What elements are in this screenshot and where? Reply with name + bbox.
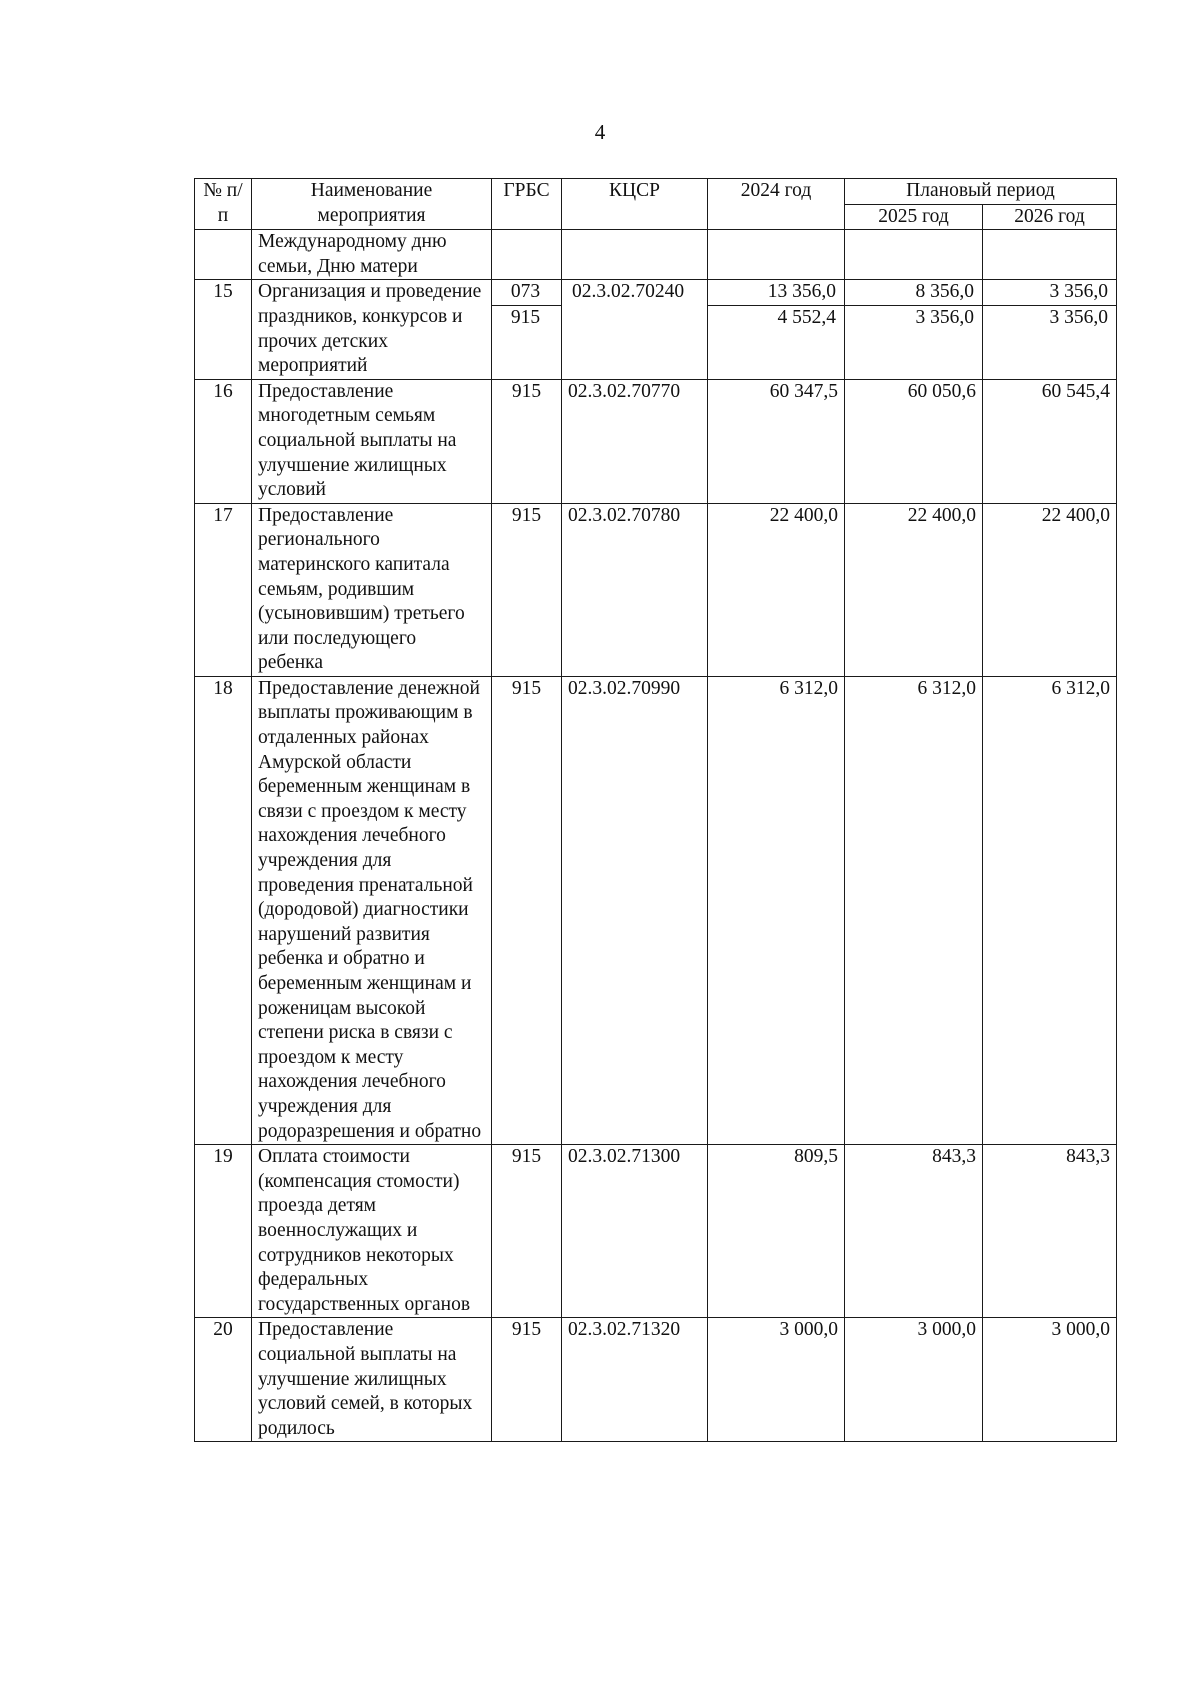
header-row-1 bbox=[195, 179, 1117, 205]
header-2025: 2025 год bbox=[845, 204, 983, 230]
row-kcsr: 02.3.02.71320 bbox=[562, 1318, 708, 1442]
row-2026: 843,3 bbox=[983, 1145, 1117, 1318]
row-kcsr: 02.3.02.70770 bbox=[562, 379, 708, 503]
table-row bbox=[195, 280, 1117, 379]
row-2026-line: 3 356,0 bbox=[1049, 306, 1109, 328]
row-num bbox=[195, 230, 252, 280]
row-kcsr: 02.3.02.70990 bbox=[562, 676, 708, 1144]
row-kcsr bbox=[562, 230, 708, 280]
row-grbs: 915 bbox=[492, 503, 562, 676]
row-2024-line: 13 356,0 bbox=[708, 280, 844, 306]
row-2025: 60 050,6 bbox=[845, 379, 983, 503]
budget-table bbox=[194, 178, 1117, 1442]
row-grbs-line: 073 bbox=[492, 280, 561, 306]
row-grbs bbox=[492, 230, 562, 280]
row-2024 bbox=[708, 230, 845, 280]
row-kcsr: 02.3.02.71300 bbox=[562, 1145, 708, 1318]
row-num: 19 bbox=[195, 1145, 252, 1318]
row-name: Предоставление денежной выплаты проживающим в отдаленных районах Амурской области беременным женщинам в связи с проездом к месту нахождения лечебного учреждения для проведения пренатальной (дородовой) диагностики нарушений развития ребенка и обратно и беременным женщинам и роженицам высокой степени риска в связи с проездом к месту нахождения лечебного учреждения для родоразрешения и обратно bbox=[252, 676, 492, 1144]
table-row bbox=[195, 1145, 1117, 1318]
table-row bbox=[195, 676, 1117, 1144]
table-row bbox=[195, 1318, 1117, 1442]
row-2024: 3 000,0 bbox=[708, 1318, 845, 1442]
row-num: 18 bbox=[195, 676, 252, 1144]
row-2026: 3 000,0 bbox=[983, 1318, 1117, 1442]
row-num: 20 bbox=[195, 1318, 252, 1442]
table-row bbox=[195, 379, 1117, 503]
row-2024-line: 4 552,4 bbox=[777, 306, 836, 328]
row-kcsr bbox=[562, 280, 708, 379]
header-2024: 2024 год bbox=[708, 179, 845, 230]
table-row bbox=[195, 230, 1117, 280]
row-name: Оплата стоимости (компенсация стомости) проезда детям военнослужащих и сотрудников некоторых федеральных государственных органов bbox=[252, 1145, 492, 1318]
row-2025-line: 8 356,0 bbox=[845, 280, 982, 306]
row-2025-line: 3 356,0 bbox=[915, 306, 974, 328]
row-2024: 809,5 bbox=[708, 1145, 845, 1318]
row-kcsr-line: 02.3.02.70240 bbox=[572, 281, 685, 303]
row-name: Предоставление регионального материнского капитала семьям, родившим (усыновившим) третьего или последующего ребенка bbox=[252, 503, 492, 676]
row-2024: 60 347,5 bbox=[708, 379, 845, 503]
row-name: Предоставление социальной выплаты на улучшение жилищных условий семей, в которых родилось bbox=[252, 1318, 492, 1442]
row-grbs-line: 915 bbox=[510, 306, 541, 328]
row-grbs: 915 bbox=[492, 1145, 562, 1318]
row-2025 bbox=[845, 280, 983, 379]
row-grbs: 915 bbox=[492, 676, 562, 1144]
row-2026: 22 400,0 bbox=[983, 503, 1117, 676]
row-name: Предоставление многодетным семьям социальной выплаты на улучшение жилищных условий bbox=[252, 379, 492, 503]
row-2024: 6 312,0 bbox=[708, 676, 845, 1144]
row-2026-line: 3 356,0 bbox=[983, 280, 1116, 306]
row-2025: 22 400,0 bbox=[845, 503, 983, 676]
row-2025: 3 000,0 bbox=[845, 1318, 983, 1442]
row-2024: 22 400,0 bbox=[708, 503, 845, 676]
row-2026 bbox=[983, 230, 1117, 280]
row-name: Организация и проведение праздников, конкурсов и прочих детских мероприятий bbox=[252, 280, 492, 379]
header-num: № п/п bbox=[195, 179, 252, 230]
row-num: 16 bbox=[195, 379, 252, 503]
row-kcsr: 02.3.02.70780 bbox=[562, 503, 708, 676]
header-name: Наименование мероприятия bbox=[252, 179, 492, 230]
page-number: 4 bbox=[594, 120, 606, 144]
row-2026 bbox=[983, 280, 1117, 379]
row-grbs: 915 bbox=[492, 1318, 562, 1442]
header-plan-period: Плановый период bbox=[845, 179, 1117, 205]
row-2025 bbox=[845, 230, 983, 280]
row-name: Международному дню семьи, Дню матери bbox=[252, 230, 492, 280]
header-grbs: ГРБС bbox=[492, 179, 562, 230]
row-2026: 6 312,0 bbox=[983, 676, 1117, 1144]
row-2025: 6 312,0 bbox=[845, 676, 983, 1144]
row-2026: 60 545,4 bbox=[983, 379, 1117, 503]
row-2025: 843,3 bbox=[845, 1145, 983, 1318]
row-grbs bbox=[492, 280, 562, 379]
row-num: 17 bbox=[195, 503, 252, 676]
row-grbs: 915 bbox=[492, 379, 562, 503]
header-2026: 2026 год bbox=[983, 204, 1117, 230]
row-2024 bbox=[708, 280, 845, 379]
table-row bbox=[195, 503, 1117, 676]
row-num: 15 bbox=[195, 280, 252, 379]
header-kcsr: КЦСР bbox=[562, 179, 708, 230]
